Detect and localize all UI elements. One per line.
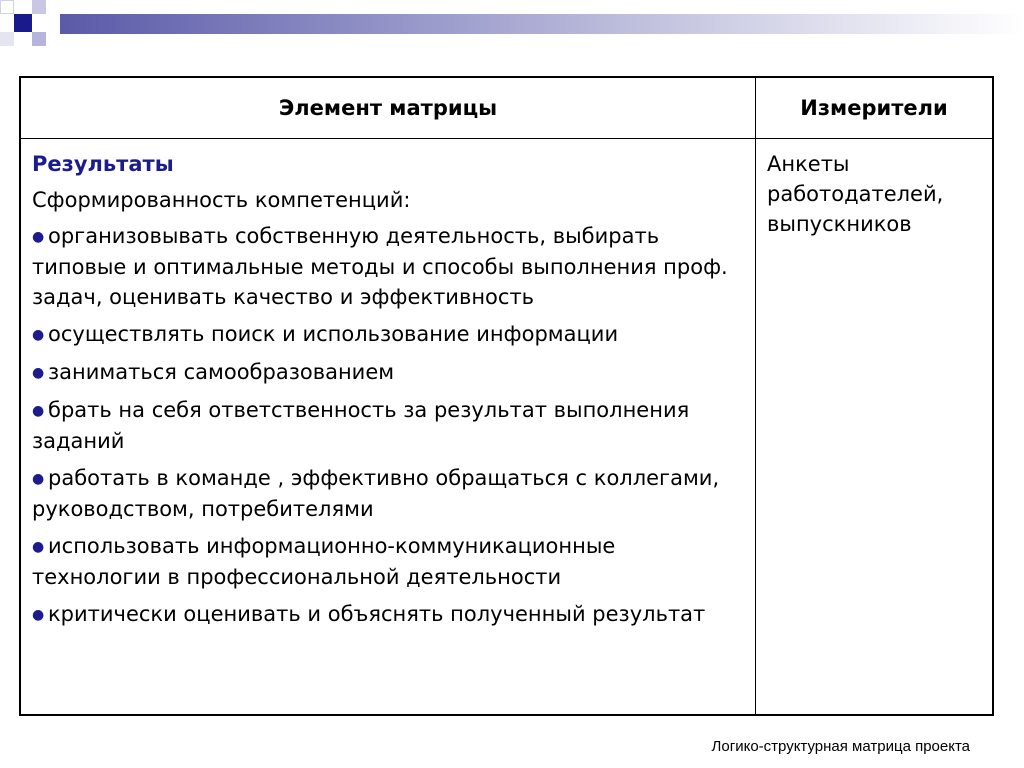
competencies-subtitle: Сформированность компетенций:: [32, 188, 411, 212]
bullet-dot-icon: ●: [32, 403, 45, 419]
list-item: [32, 531, 747, 592]
header-gradient-bar: [60, 14, 1024, 34]
measures-cell: [756, 139, 994, 716]
bullet-dot-icon: ●: [32, 607, 45, 623]
bullet-dot-icon: ●: [32, 471, 45, 487]
list-item: [32, 221, 747, 312]
bullet-dot-icon: ●: [32, 539, 45, 555]
list-item-text: организовывать собственную деятельность, выбирать типовые и оптимальные методы и способы выполнения проф. задач, оценивать качество и эффективность: [32, 224, 728, 309]
bullet-dot-icon: ●: [32, 365, 45, 381]
list-item-text: работать в команде , эффективно обращаться с коллегами, руководством, потребителями: [32, 466, 720, 521]
list-item-text: критически оценивать и объяснять полученный результат: [48, 602, 706, 626]
list-item: [32, 599, 747, 630]
column-header-measures: Измерители: [756, 77, 994, 139]
results-cell: [20, 139, 756, 716]
list-item-text: осуществлять поиск и использование информации: [48, 322, 619, 346]
list-item: [32, 463, 747, 524]
column-header-element: Элемент матрицы: [20, 77, 756, 139]
table-header-row: [20, 77, 993, 139]
measures-text: Анкеты работодателей, выпускников: [767, 152, 944, 236]
bullet-dot-icon: ●: [32, 229, 45, 245]
list-item-text: заниматься самообразованием: [48, 360, 395, 384]
list-item: [32, 395, 747, 456]
header-decoration: [0, 0, 1024, 48]
bullet-dot-icon: ●: [32, 327, 45, 343]
decor-square: [14, 14, 32, 32]
decor-square: [32, 32, 46, 46]
competency-list: [32, 221, 747, 630]
list-item: [32, 319, 747, 350]
list-item-text: использовать информационно-коммуникационные технологии в профессиональной деятельности: [32, 534, 616, 589]
decor-square: [32, 0, 46, 14]
list-item-text: брать на себя ответственность за результат выполнения заданий: [32, 398, 690, 453]
slide-caption: Логико-структурная матрица проекта: [711, 738, 970, 755]
decor-square: [0, 32, 14, 46]
matrix-table: [19, 76, 994, 716]
results-heading: Результаты: [32, 152, 174, 176]
decor-square: [46, 8, 60, 26]
list-item: [32, 357, 747, 388]
decor-square: [0, 0, 14, 14]
table-row: [20, 139, 993, 716]
